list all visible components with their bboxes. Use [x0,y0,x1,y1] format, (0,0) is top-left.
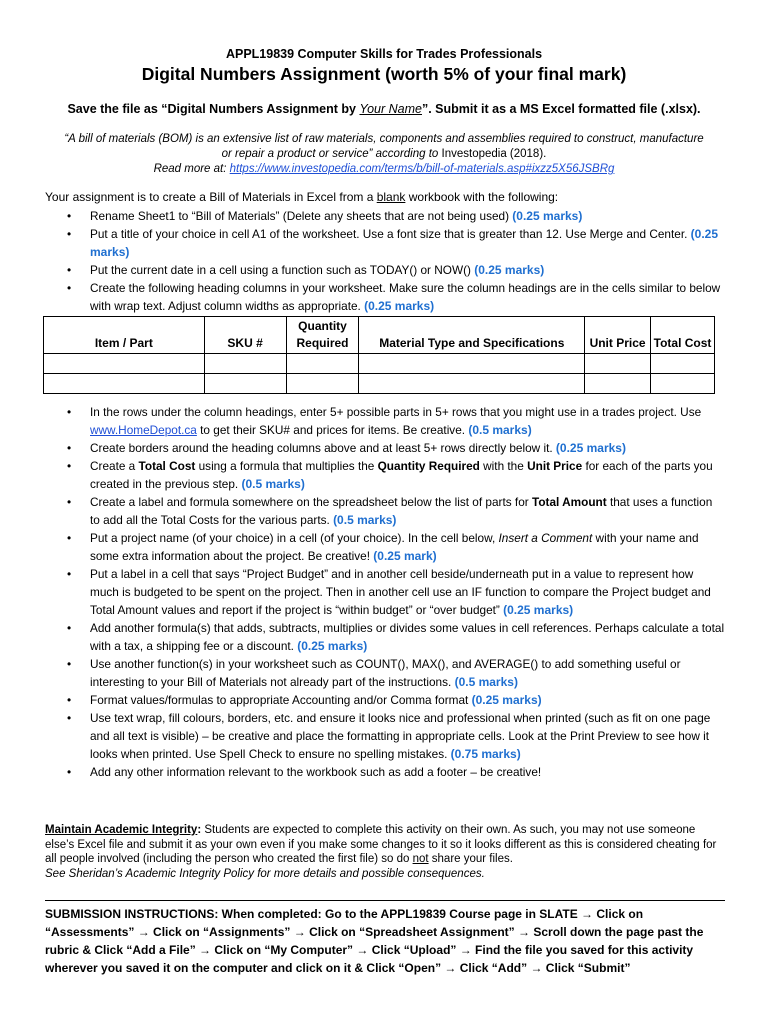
table-cell [585,374,651,394]
quote-text: “A bill of materials (BOM) is an extensive list of raw materials, components and assemblies required to construct, manufacture or repair a product or service” according to [64,133,704,160]
quote-source: Investopedia (2018). [438,148,547,160]
table-cell [359,354,585,374]
task-text: using a formula that multiplies the [195,459,378,473]
task-list-bottom [45,403,725,781]
task-marks: (0.25 mark) [373,549,437,563]
task-item [45,493,725,529]
intro-after: workbook with the following: [405,190,559,204]
table-cell [286,354,359,374]
task-text: with your name and some extra information about the project. Be creative! [90,531,699,563]
task-bold: Total Amount [531,495,607,509]
task-text: Add another formula(s) that adds, subtracts, multiplies or divides some values in cell references. Perhaps calculate a total with a tax, a shipping fee or a discount. [90,621,725,653]
task-item [45,709,725,763]
task-text: Use text wrap, fill colours, borders, etc. and ensure it looks nice and professional when printed (such as fit on one page and all text is visible) – be creative and place the formatting in appropriate cells. Look at the Print Preview to see how it looks when printed. Use Spell Check to ensure no spelling mistakes. [90,711,711,761]
col-quantity-required: Quantity Required [286,317,359,354]
table-cell [44,374,205,394]
task-marks: (0.25 marks) [474,263,545,277]
task-item [45,565,725,619]
task-item [45,529,725,565]
task-text: Create a label and formula somewhere on the spreadsheet below the list of parts for [90,495,532,509]
integrity-colon: : [197,824,202,836]
task-marks: (0.25 marks) [364,299,435,313]
course-heading: APPL19839 Computer Skills for Trades Professionals [225,47,543,61]
col-unit-price: Unit Price [585,317,651,354]
table-cell [585,354,651,374]
task-item [45,261,725,279]
academic-integrity-notice [45,823,720,881]
task-text: Put a label in a cell that says “Project Budget” and in another cell beside/underneath put in a value to represent how much is budgeted to be spent on the project. Then in another cell use an IF function to compare the Project budget and Total Amount values and report if the project is “within budget” or “over budget” [90,567,711,617]
task-item [45,619,725,655]
homedepot-link[interactable]: www.HomeDepot.ca [90,423,197,437]
bom-definition-quote [60,132,708,177]
table-cell [44,354,205,374]
table-cell [651,374,715,394]
table-cell [651,354,715,374]
task-marks: (0.25 marks) [512,209,583,223]
task-text: Use another function(s) in your worksheet such as COUNT(), MAX(), and AVERAGE() to add something useful or interesting to your Bill of Materials not already part of the instructions. [90,657,681,689]
assignment-intro [45,190,725,204]
task-text: Create a [90,459,139,473]
integrity-not: not [412,853,429,866]
bom-heading-table [43,316,715,394]
task-marks: (0.5 marks) [468,423,532,437]
intro-before: Your assignment is to create a Bill of Materials in Excel from a [45,190,377,204]
task-marks: (0.25 marks) [90,227,719,259]
task-bold: Quantity Required [377,459,480,473]
task-text: In the rows under the column headings, enter 5+ possible parts in 5+ rows that you might use in a trades project. Use [90,405,702,419]
task-item [45,655,725,691]
task-text: Create borders around the heading columns above and at least 5+ rows directly below it. [90,441,556,455]
table-cell [204,374,286,394]
task-marks: (0.25 marks) [297,639,368,653]
task-text: to get their SKU# and prices for items. Be creative. [196,423,469,437]
task-text: Create the following heading columns in your worksheet. Make sure the column headings are in the cells similar to below with wrap text. Adjust column widths as appropriate. [90,281,721,313]
task-bold: Unit Price [527,459,583,473]
task-text: Put a title of your choice in cell A1 of the worksheet. Use a font size that is greater than 12. Use Merge and Center. [90,227,691,241]
submission-instructions: SUBMISSION INSTRUCTIONS: When completed: Go to the APPL19839 Course page in SLATE → Click on “Assessments” → Click on “Assignments” → Click on “Spreadsheet Assignment” → Scroll down the page past the rubric & Click “Add a File” → Click on “My Computer” → Click “Upload” → Find the file you saved for this activity wherever you saved it on the computer and click on it & Click “Open” → Click “Add” → Click “Submit” [45,900,725,977]
assignment-title: Digital Numbers Assignment (worth 5% of your final mark) [141,64,627,84]
task-italic: Insert a Comment [498,531,593,545]
task-text: Add any other information relevant to the workbook such as add a footer – be creative! [90,765,542,779]
task-text: for each of the parts you created in the previous step. [90,459,713,491]
task-marks: (0.25 marks) [555,441,626,455]
task-item [45,457,725,493]
task-item [45,279,725,315]
task-text: Put a project name (of your choice) in a cell (of your choice). In the cell below, [90,531,499,545]
task-marks: (0.5 marks) [241,477,305,491]
task-marks: (0.25 marks) [503,603,574,617]
task-item [45,403,725,439]
task-marks: (0.75 marks) [450,747,521,761]
read-more-label: Read more at: [153,163,230,175]
table-row [44,354,715,374]
investopedia-link[interactable]: https://www.investopedia.com/terms/b/bill-of-materials.asp#ixzz5X56JSBRg [229,163,615,175]
table-cell [204,354,286,374]
task-marks: (0.25 marks) [471,693,542,707]
integrity-policy: See Sheridan’s Academic Integrity Policy for more details and possible consequences. [45,867,485,880]
task-item [45,691,725,709]
col-sku: SKU # [204,317,286,354]
col-total-cost: Total Cost [651,317,715,354]
task-text: Format values/formulas to appropriate Accounting and/or Comma format [90,693,472,707]
table-cell [359,374,585,394]
task-marks: (0.5 marks) [454,675,518,689]
table-cell [286,374,359,394]
integrity-lead: Maintain Academic Integrity [45,824,198,836]
table-row [44,374,715,394]
save-name-placeholder: Your Name [359,102,422,116]
task-text: Rename Sheet1 to “Bill of Materials” (Delete any sheets that are not being used) [90,209,513,223]
integrity-body-end: share your files. [428,853,513,866]
task-item [45,439,725,457]
task-text: that uses a function to add all the Total Costs for the various parts. [90,495,713,527]
task-text: Put the current date in a cell using a function such as TODAY() or NOW() [90,263,475,277]
col-material-type: Material Type and Specifications [359,317,585,354]
save-suffix: ”. Submit it as a MS Excel formatted file (.xlsx). [421,102,701,116]
task-bold: Total Cost [138,459,196,473]
task-text: with the [479,459,528,473]
intro-blank: blank [376,190,406,204]
table-header-row [44,317,715,354]
task-item [45,763,725,781]
save-instruction [0,102,768,116]
task-marks: (0.5 marks) [333,513,397,527]
col-item-part: Item / Part [44,317,205,354]
task-list-top [45,207,725,315]
save-prefix: Save the file as “Digital Numbers Assignment by [67,102,360,116]
task-item [45,207,725,225]
integrity-body: Students are expected to complete this activity on their own. As such, you may not use someone else’s Excel file and submit it as your own even if you make some changes to it so it looks different as this is considered cheating for all people involved (including the person who created the first file) so do [45,824,717,866]
task-item [45,225,725,261]
